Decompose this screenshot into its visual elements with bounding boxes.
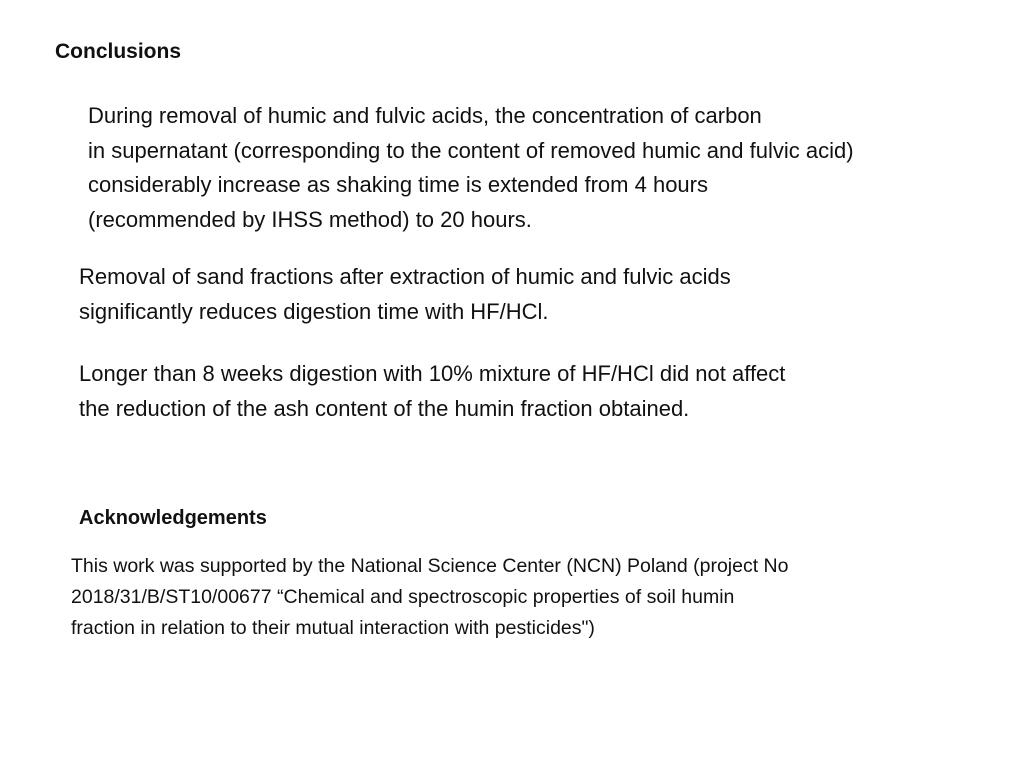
paragraph-line: Removal of sand fractions after extraction of humic and fulvic acids — [79, 264, 731, 289]
paragraph-line: considerably increase as shaking time is extended from 4 hours — [88, 172, 708, 197]
conclusion-paragraph-2 — [79, 260, 731, 329]
paragraph-line: During removal of humic and fulvic acids, the concentration of carbon — [88, 103, 762, 128]
paragraph-line: significantly reduces digestion time with HF/HCl. — [79, 298, 549, 324]
paragraph-line: the reduction of the ash content of the humin fraction obtained. — [79, 395, 690, 421]
paragraph-line: (recommended by IHSS method) to 20 hours. — [88, 206, 532, 232]
acknowledgements-line: This work was supported by the National Science Center (NCN) Poland (project No — [71, 555, 789, 577]
acknowledgements-text — [71, 551, 788, 644]
acknowledgements-heading: Acknowledgements — [79, 507, 267, 529]
paragraph-line: in supernatant (corresponding to the content of removed humic and fulvic acid) — [88, 137, 854, 163]
conclusion-paragraph-3 — [79, 357, 785, 426]
acknowledgements-line: fraction in relation to their mutual interaction with pesticides") — [71, 617, 595, 639]
acknowledgements-line: 2018/31/B/ST10/00677 “Chemical and spectroscopic properties of soil humin — [71, 586, 735, 608]
paragraph-line: Longer than 8 weeks digestion with 10% mixture of HF/HCl did not affect — [79, 361, 786, 386]
conclusions-heading: Conclusions — [55, 40, 182, 63]
conclusion-paragraph-1 — [88, 99, 854, 237]
